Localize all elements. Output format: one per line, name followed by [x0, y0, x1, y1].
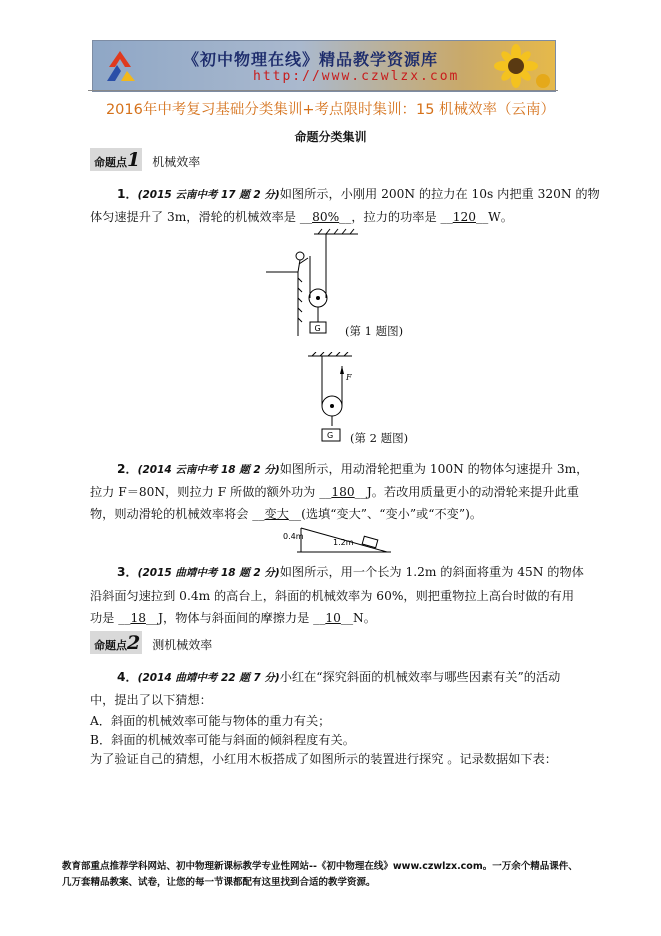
- question-2-line-1: 2．(2014 云南中考 18 题 2 分)如图所示，用动滑轮把重为 100N 的物体匀速提升 3m，: [117, 462, 589, 476]
- answer-blank: 10: [325, 611, 341, 625]
- topic-title: 测机械效率: [152, 638, 213, 652]
- footer-note: 教育部重点推荐学科网站、初中物理新课标教学专业性网站--《初中物理在线》www.czwlzx.com。一万余个精品课件、 几万套精品教案、试卷，让您的每一节课都配有这里找到合适的教学资源。: [62, 861, 578, 888]
- figure-1-caption: (第 1 题图): [345, 324, 404, 338]
- question-1-line-1: 1．(2015 云南中考 17 题 2 分)如图所示，小刚用 200N 的拉力在 10s 内把重 320N 的物: [117, 187, 600, 201]
- svg-text:G: G: [327, 431, 334, 440]
- header-divider: [88, 90, 558, 91]
- header-banner: [92, 40, 556, 92]
- topic-1-heading: [90, 148, 200, 171]
- banner-url: http://www.czwlzx.com: [253, 69, 460, 84]
- question-2-line-3: 物，则动滑轮的机械效率将会 __变大__(选填“变大”、“变小”或“不变”)。: [90, 507, 483, 521]
- pulley-figure-1: [262, 228, 362, 338]
- section-heading: 命题分类集训: [294, 130, 367, 144]
- height-label: 0.4m: [283, 532, 304, 541]
- option-b: B．斜面的机械效率可能与斜面的倾斜程度有关。: [90, 733, 355, 747]
- figure-2-caption: (第 2 题图): [350, 431, 409, 445]
- incline-figure: [283, 526, 393, 554]
- topic-2-heading: [90, 631, 212, 654]
- topic-label: 命题点2: [90, 631, 142, 654]
- question-4-line-2: 中，提出了以下猜想：: [90, 693, 212, 707]
- weight-label: G: [314, 324, 321, 333]
- question-2-line-2: 拉力 F＝80N，则拉力 F 所做的额外功为 __180__J。若改用质量更小的动滑轮来提升此重: [90, 485, 579, 499]
- topic-label: 命题点1: [90, 148, 142, 171]
- question-4-line-1: 4．(2014 曲靖中考 22 题 7 分)小红在“探究斜面的机械效率与哪些因素有关”的活动: [117, 670, 561, 684]
- document-title: 2016年中考复习基础分类集训+考点限时集训：15 机械效率（云南）: [105, 102, 556, 118]
- option-a: A．斜面的机械效率可能与物体的重力有关；: [90, 714, 331, 728]
- question-3-line-2: 沿斜面匀速拉到 0.4m 的高台上，斜面的机械效率为 60%，则把重物拉上高台时做的有用: [90, 589, 575, 603]
- question-4-line-5: 为了验证自己的猜想，小红用木板搭成了如图所示的装置进行探究 。记录数据如下表：: [90, 752, 557, 766]
- sunflower-icon: [481, 43, 551, 89]
- answer-blank: 120: [452, 210, 476, 224]
- answer-blank: 18: [130, 611, 146, 625]
- question-3-line-1: 3．(2015 曲靖中考 18 题 2 分)如图所示，用一个长为 1.2m 的斜面将重为 45N 的物体: [117, 565, 584, 579]
- topic-title: 机械效率: [152, 155, 201, 169]
- answer-blank: 变大: [264, 507, 289, 521]
- site-logo-icon: [101, 47, 139, 85]
- answer-blank: 80%: [312, 210, 340, 224]
- banner-title: 《初中物理在线》精品教学资源库: [183, 50, 439, 69]
- question-1-line-2: 体匀速提升了 3m，滑轮的机械效率是 __80%__，拉力的功率是 __120__W。: [90, 210, 513, 224]
- length-label: 1.2m: [333, 538, 354, 547]
- force-label: F: [346, 373, 352, 382]
- answer-blank: 180: [331, 485, 355, 499]
- weight-block-2: [321, 428, 341, 442]
- question-3-line-3: 功是 __18__J，物体与斜面间的摩擦力是 __10__N。: [90, 611, 376, 625]
